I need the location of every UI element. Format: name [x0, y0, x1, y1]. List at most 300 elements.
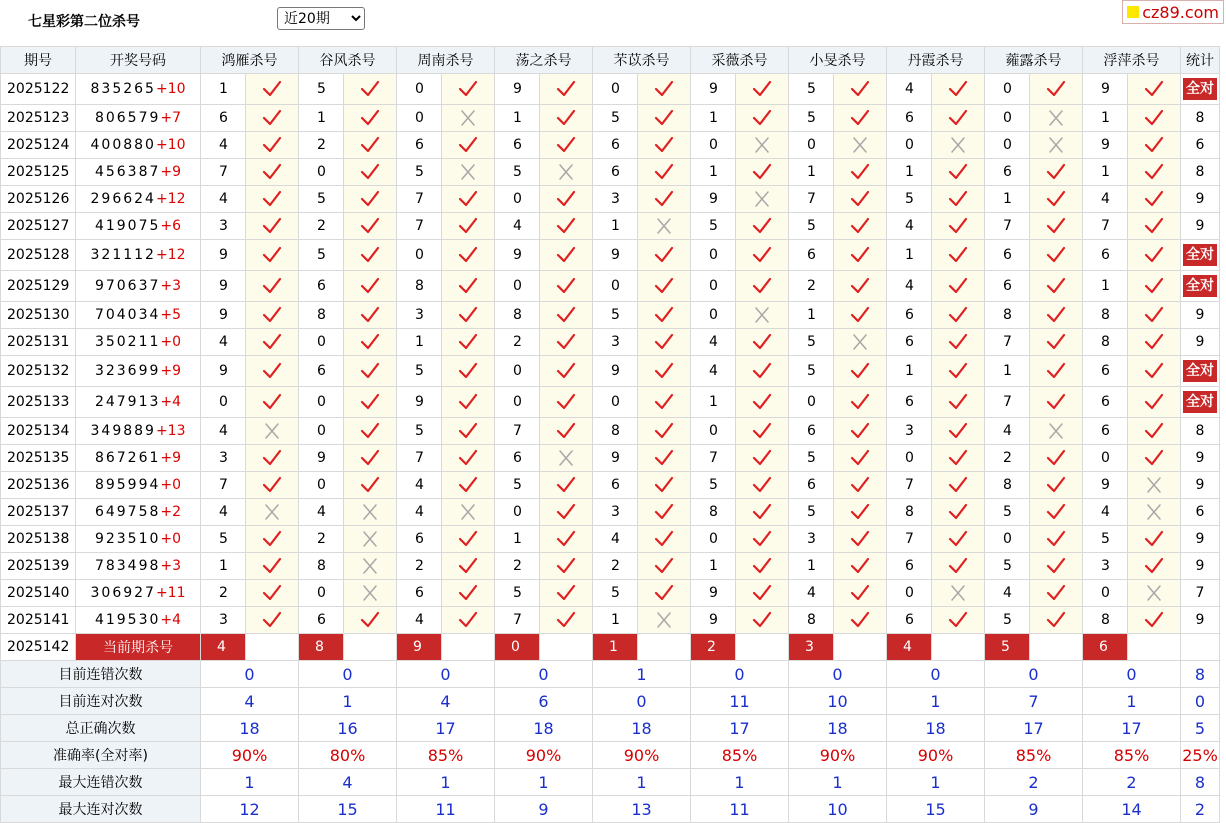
kill-number-cell: 1: [299, 105, 344, 132]
current-kill-number: 0: [495, 634, 540, 661]
check-icon: [638, 445, 691, 472]
kill-number-cell: 6: [985, 159, 1030, 186]
stats-value: 6: [495, 688, 593, 715]
logo-square-icon: [1127, 6, 1139, 18]
all-correct-badge: 全对: [1183, 360, 1217, 382]
draw-extra: +7: [160, 110, 182, 126]
check-icon: [736, 526, 789, 553]
kill-number-cell: 1: [1083, 159, 1128, 186]
kill-number-cell: 1: [985, 356, 1030, 387]
kill-number-cell: 6: [789, 418, 834, 445]
stats-value: 80%: [299, 742, 397, 769]
stats-value: 4: [299, 769, 397, 796]
total-cell: 9: [1181, 445, 1220, 472]
stats-total: 8: [1181, 769, 1220, 796]
kill-number-cell: 0: [593, 74, 638, 105]
kill-number-cell: 9: [495, 74, 540, 105]
cross-icon: [246, 418, 299, 445]
blank-cell: [736, 634, 789, 661]
kill-number-cell: 5: [789, 356, 834, 387]
stats-value: 15: [299, 796, 397, 823]
total-cell: 9: [1181, 186, 1220, 213]
check-icon: [736, 472, 789, 499]
draw-digits: 704034: [94, 307, 161, 323]
kill-number-cell: 9: [495, 240, 540, 271]
kill-number-cell: 1: [789, 553, 834, 580]
kill-number-cell: 6: [789, 240, 834, 271]
check-icon: [442, 240, 495, 271]
period-cell: 2025128: [1, 240, 76, 271]
check-icon: [1030, 240, 1083, 271]
check-icon: [932, 445, 985, 472]
total-cell: 8: [1181, 159, 1220, 186]
kill-number-cell: 4: [887, 74, 932, 105]
check-icon: [1128, 159, 1181, 186]
kill-number-cell: 5: [397, 418, 442, 445]
draw-extra: +0: [160, 531, 182, 547]
kill-number-cell: 9: [691, 580, 736, 607]
kill-number-cell: 6: [1083, 418, 1128, 445]
check-icon: [638, 472, 691, 499]
draw-number-cell: [76, 213, 201, 240]
check-icon: [246, 240, 299, 271]
kill-number-cell: 0: [691, 418, 736, 445]
check-icon: [540, 329, 593, 356]
check-icon: [932, 240, 985, 271]
draw-number-cell: [76, 580, 201, 607]
kill-number-cell: 0: [985, 132, 1030, 159]
check-icon: [736, 553, 789, 580]
current-kill-number: 5: [985, 634, 1030, 661]
kill-number-cell: 8: [299, 302, 344, 329]
draw-extra: +11: [155, 585, 186, 601]
current-kill-number: 9: [397, 634, 442, 661]
kill-number-cell: 5: [593, 105, 638, 132]
kill-number-cell: 7: [887, 472, 932, 499]
check-icon: [1128, 302, 1181, 329]
check-icon: [246, 132, 299, 159]
draw-number-cell: [76, 526, 201, 553]
kill-number-cell: 0: [985, 526, 1030, 553]
check-icon: [932, 553, 985, 580]
kill-number-cell: 5: [789, 329, 834, 356]
kill-number-cell: 7: [201, 472, 246, 499]
kill-number-cell: 0: [397, 105, 442, 132]
table-header-row: [1, 47, 1220, 74]
stats-value: 16: [299, 715, 397, 742]
kill-number-cell: 0: [397, 240, 442, 271]
kill-number-cell: 5: [789, 445, 834, 472]
draw-number-cell: [76, 329, 201, 356]
check-icon: [834, 186, 887, 213]
kill-number-cell: 2: [985, 445, 1030, 472]
kill-number-cell: 5: [397, 356, 442, 387]
stats-value: 1: [789, 769, 887, 796]
check-icon: [1030, 499, 1083, 526]
kill-number-cell: 9: [397, 387, 442, 418]
check-icon: [638, 186, 691, 213]
period-cell: 2025139: [1, 553, 76, 580]
draw-number-cell: [76, 159, 201, 186]
kill-number-cell: 5: [201, 526, 246, 553]
table-row: [1, 271, 1220, 302]
check-icon: [1030, 186, 1083, 213]
kill-number-cell: 4: [985, 580, 1030, 607]
stats-value: 0: [691, 661, 789, 688]
draw-number-cell: [76, 356, 201, 387]
table-row: [1, 132, 1220, 159]
kill-number-cell: 7: [1083, 213, 1128, 240]
kill-number-cell: 9: [1083, 132, 1128, 159]
period-cell: 2025133: [1, 387, 76, 418]
kill-number-cell: 4: [397, 472, 442, 499]
kill-number-cell: 8: [593, 418, 638, 445]
current-kill-label: 当前期杀号: [76, 634, 201, 661]
kill-number-cell: 0: [691, 132, 736, 159]
check-icon: [834, 356, 887, 387]
stats-value: 0: [299, 661, 397, 688]
check-icon: [246, 387, 299, 418]
stats-value: 1: [1083, 688, 1181, 715]
all-correct-badge: 全对: [1183, 78, 1217, 100]
kill-number-cell: 3: [593, 186, 638, 213]
col-header-total: 统计: [1181, 47, 1220, 74]
kill-number-cell: 9: [691, 607, 736, 634]
stats-value: 11: [691, 688, 789, 715]
check-icon: [246, 74, 299, 105]
kill-number-cell: 5: [593, 302, 638, 329]
draw-extra: +12: [155, 247, 186, 263]
kill-number-cell: 9: [201, 271, 246, 302]
draw-digits: 306927: [90, 585, 156, 601]
check-icon: [1128, 329, 1181, 356]
cross-icon: [344, 526, 397, 553]
check-icon: [1128, 526, 1181, 553]
kill-number-cell: 0: [397, 74, 442, 105]
draw-number-cell: [76, 105, 201, 132]
cross-icon: [540, 159, 593, 186]
kill-number-cell: 4: [299, 499, 344, 526]
stats-value: 10: [789, 796, 887, 823]
check-icon: [540, 553, 593, 580]
kill-number-cell: 1: [789, 159, 834, 186]
check-icon: [736, 580, 789, 607]
kill-number-cell: 0: [985, 74, 1030, 105]
draw-extra: +13: [155, 423, 186, 439]
current-kill-number: 8: [299, 634, 344, 661]
stats-value: 0: [789, 661, 887, 688]
check-icon: [246, 186, 299, 213]
kill-number-cell: 8: [1083, 329, 1128, 356]
kill-number-cell: 4: [691, 356, 736, 387]
current-kill-number: 2: [691, 634, 736, 661]
draw-extra: +0: [160, 334, 182, 350]
kill-number-cell: 5: [299, 186, 344, 213]
stats-value: 1: [887, 769, 985, 796]
stats-value: 18: [887, 715, 985, 742]
kill-number-cell: 6: [201, 105, 246, 132]
kill-number-cell: 8: [1083, 607, 1128, 634]
kill-number-cell: 4: [397, 607, 442, 634]
kill-number-cell: 4: [1083, 186, 1128, 213]
stats-value: 0: [887, 661, 985, 688]
kill-number-cell: 9: [593, 445, 638, 472]
check-icon: [344, 240, 397, 271]
kill-number-cell: 4: [397, 499, 442, 526]
stats-value: 1: [691, 769, 789, 796]
kill-number-cell: 6: [397, 580, 442, 607]
period-cell: 2025126: [1, 186, 76, 213]
draw-number-cell: [76, 74, 201, 105]
stats-row: [1, 769, 1220, 796]
cross-icon: [344, 499, 397, 526]
total-cell: 6: [1181, 132, 1220, 159]
kill-number-cell: 8: [299, 553, 344, 580]
draw-extra: +6: [160, 218, 182, 234]
kill-number-cell: 5: [1083, 526, 1128, 553]
check-icon: [442, 74, 495, 105]
period-cell: 2025122: [1, 74, 76, 105]
check-icon: [638, 356, 691, 387]
kill-number-cell: 2: [299, 132, 344, 159]
kill-number-cell: 0: [495, 387, 540, 418]
kill-number-cell: 5: [593, 580, 638, 607]
total-cell: 9: [1181, 553, 1220, 580]
kill-number-cell: 8: [789, 607, 834, 634]
check-icon: [1128, 356, 1181, 387]
draw-number-cell: [76, 302, 201, 329]
check-icon: [834, 159, 887, 186]
check-icon: [834, 580, 887, 607]
check-icon: [246, 302, 299, 329]
check-icon: [1030, 159, 1083, 186]
table-row: [1, 329, 1220, 356]
check-icon: [1030, 526, 1083, 553]
kill-number-cell: 9: [593, 356, 638, 387]
col-header-period: 期号: [1, 47, 76, 74]
check-icon: [1030, 356, 1083, 387]
draw-number-cell: [76, 445, 201, 472]
check-icon: [540, 418, 593, 445]
check-icon: [540, 580, 593, 607]
stats-row: [1, 742, 1220, 769]
blank-cell: [1181, 634, 1220, 661]
kill-number-cell: 7: [201, 159, 246, 186]
col-header-expert: 小旻杀号: [789, 47, 887, 74]
draw-digits: 895994: [94, 477, 161, 493]
kill-number-cell: 6: [495, 132, 540, 159]
kill-number-cell: 3: [789, 526, 834, 553]
kill-number-cell: 0: [887, 132, 932, 159]
check-icon: [540, 74, 593, 105]
check-icon: [638, 159, 691, 186]
kill-number-cell: 8: [691, 499, 736, 526]
check-icon: [932, 499, 985, 526]
check-icon: [540, 387, 593, 418]
draw-extra: +10: [155, 137, 186, 153]
check-icon: [246, 329, 299, 356]
total-cell: 6: [1181, 499, 1220, 526]
check-icon: [540, 356, 593, 387]
kill-number-cell: 1: [887, 159, 932, 186]
check-icon: [736, 356, 789, 387]
cross-icon: [932, 580, 985, 607]
check-icon: [344, 132, 397, 159]
check-icon: [736, 213, 789, 240]
stats-value: 85%: [397, 742, 495, 769]
total-cell: 8: [1181, 105, 1220, 132]
check-icon: [246, 271, 299, 302]
kill-number-cell: 5: [299, 240, 344, 271]
kill-number-cell: 4: [887, 271, 932, 302]
stats-total: 25%: [1181, 742, 1220, 769]
stats-value: 1: [201, 769, 299, 796]
check-icon: [834, 472, 887, 499]
check-icon: [442, 580, 495, 607]
check-icon: [1030, 387, 1083, 418]
kill-number-cell: 0: [887, 580, 932, 607]
kill-number-cell: 9: [691, 186, 736, 213]
check-icon: [442, 132, 495, 159]
table-row: [1, 526, 1220, 553]
check-icon: [246, 213, 299, 240]
total-cell: 8: [1181, 418, 1220, 445]
all-correct-badge: 全对: [1183, 391, 1217, 413]
check-icon: [246, 356, 299, 387]
draw-extra: +3: [160, 558, 182, 574]
draw-extra: +4: [160, 612, 182, 628]
stats-value: 7: [985, 688, 1083, 715]
check-icon: [932, 271, 985, 302]
draw-number-cell: [76, 186, 201, 213]
check-icon: [638, 418, 691, 445]
stats-value: 14: [1083, 796, 1181, 823]
blank-cell: [638, 634, 691, 661]
stats-total: 0: [1181, 688, 1220, 715]
blank-cell: [246, 634, 299, 661]
kill-number-cell: 0: [691, 271, 736, 302]
check-icon: [540, 607, 593, 634]
check-icon: [246, 526, 299, 553]
kill-number-cell: 2: [201, 580, 246, 607]
kill-number-cell: 4: [887, 213, 932, 240]
table-row: [1, 553, 1220, 580]
check-icon: [540, 472, 593, 499]
check-icon: [1128, 387, 1181, 418]
check-icon: [344, 472, 397, 499]
stats-value: 0: [1083, 661, 1181, 688]
total-cell: [1181, 271, 1220, 302]
check-icon: [1030, 445, 1083, 472]
cross-icon: [1128, 472, 1181, 499]
kill-number-cell: 9: [299, 445, 344, 472]
cross-icon: [1128, 580, 1181, 607]
kill-number-cell: 1: [593, 607, 638, 634]
cross-icon: [1030, 418, 1083, 445]
kill-number-cell: 0: [299, 472, 344, 499]
check-icon: [246, 159, 299, 186]
check-icon: [932, 329, 985, 356]
cross-icon: [1030, 132, 1083, 159]
stats-value: 1: [887, 688, 985, 715]
stats-value: 17: [985, 715, 1083, 742]
check-icon: [834, 387, 887, 418]
stats-value: 90%: [789, 742, 887, 769]
check-icon: [442, 329, 495, 356]
total-cell: 9: [1181, 472, 1220, 499]
check-icon: [344, 186, 397, 213]
kill-number-table: [0, 46, 1220, 823]
current-period-cell: 2025142: [1, 634, 76, 661]
kill-number-cell: 5: [887, 186, 932, 213]
kill-number-cell: 9: [201, 240, 246, 271]
check-icon: [540, 186, 593, 213]
kill-number-cell: 7: [495, 418, 540, 445]
check-icon: [638, 580, 691, 607]
stats-total: 5: [1181, 715, 1220, 742]
kill-number-cell: 6: [887, 329, 932, 356]
cross-icon: [736, 132, 789, 159]
draw-digits: 296624: [90, 191, 156, 207]
total-cell: 9: [1181, 302, 1220, 329]
stats-value: 10: [789, 688, 887, 715]
current-kill-number: 6: [1083, 634, 1128, 661]
total-cell: [1181, 387, 1220, 418]
kill-number-cell: 3: [887, 418, 932, 445]
site-logo[interactable]: [1122, 0, 1224, 24]
check-icon: [1128, 607, 1181, 634]
check-icon: [1128, 271, 1181, 302]
blank-cell: [932, 634, 985, 661]
kill-number-cell: 7: [397, 445, 442, 472]
check-icon: [736, 387, 789, 418]
all-correct-badge: 全对: [1183, 275, 1217, 297]
kill-number-cell: 9: [1083, 74, 1128, 105]
stats-value: 12: [201, 796, 299, 823]
stats-value: 4: [397, 688, 495, 715]
stats-value: 90%: [887, 742, 985, 769]
kill-number-cell: 3: [593, 329, 638, 356]
stats-label: 目前连对次数: [1, 688, 201, 715]
draw-digits: 783498: [94, 558, 161, 574]
total-cell: [1181, 240, 1220, 271]
period-cell: 2025129: [1, 271, 76, 302]
kill-number-cell: 6: [887, 302, 932, 329]
check-icon: [344, 329, 397, 356]
period-cell: 2025138: [1, 526, 76, 553]
stats-label: 目前连错次数: [1, 661, 201, 688]
check-icon: [736, 105, 789, 132]
check-icon: [638, 526, 691, 553]
check-icon: [442, 186, 495, 213]
stats-label: 准确率(全对率): [1, 742, 201, 769]
check-icon: [1128, 418, 1181, 445]
current-kill-number: 1: [593, 634, 638, 661]
kill-number-cell: 2: [593, 553, 638, 580]
kill-number-cell: 6: [985, 271, 1030, 302]
kill-number-cell: 0: [299, 159, 344, 186]
kill-number-cell: 2: [495, 553, 540, 580]
current-kill-number: 3: [789, 634, 834, 661]
check-icon: [540, 302, 593, 329]
cross-icon: [1128, 499, 1181, 526]
kill-number-cell: 2: [495, 329, 540, 356]
col-header-expert: 蕹露杀号: [985, 47, 1083, 74]
stats-value: 4: [201, 688, 299, 715]
kill-number-cell: 0: [201, 387, 246, 418]
check-icon: [834, 240, 887, 271]
period-range-select[interactable]: [277, 7, 365, 30]
